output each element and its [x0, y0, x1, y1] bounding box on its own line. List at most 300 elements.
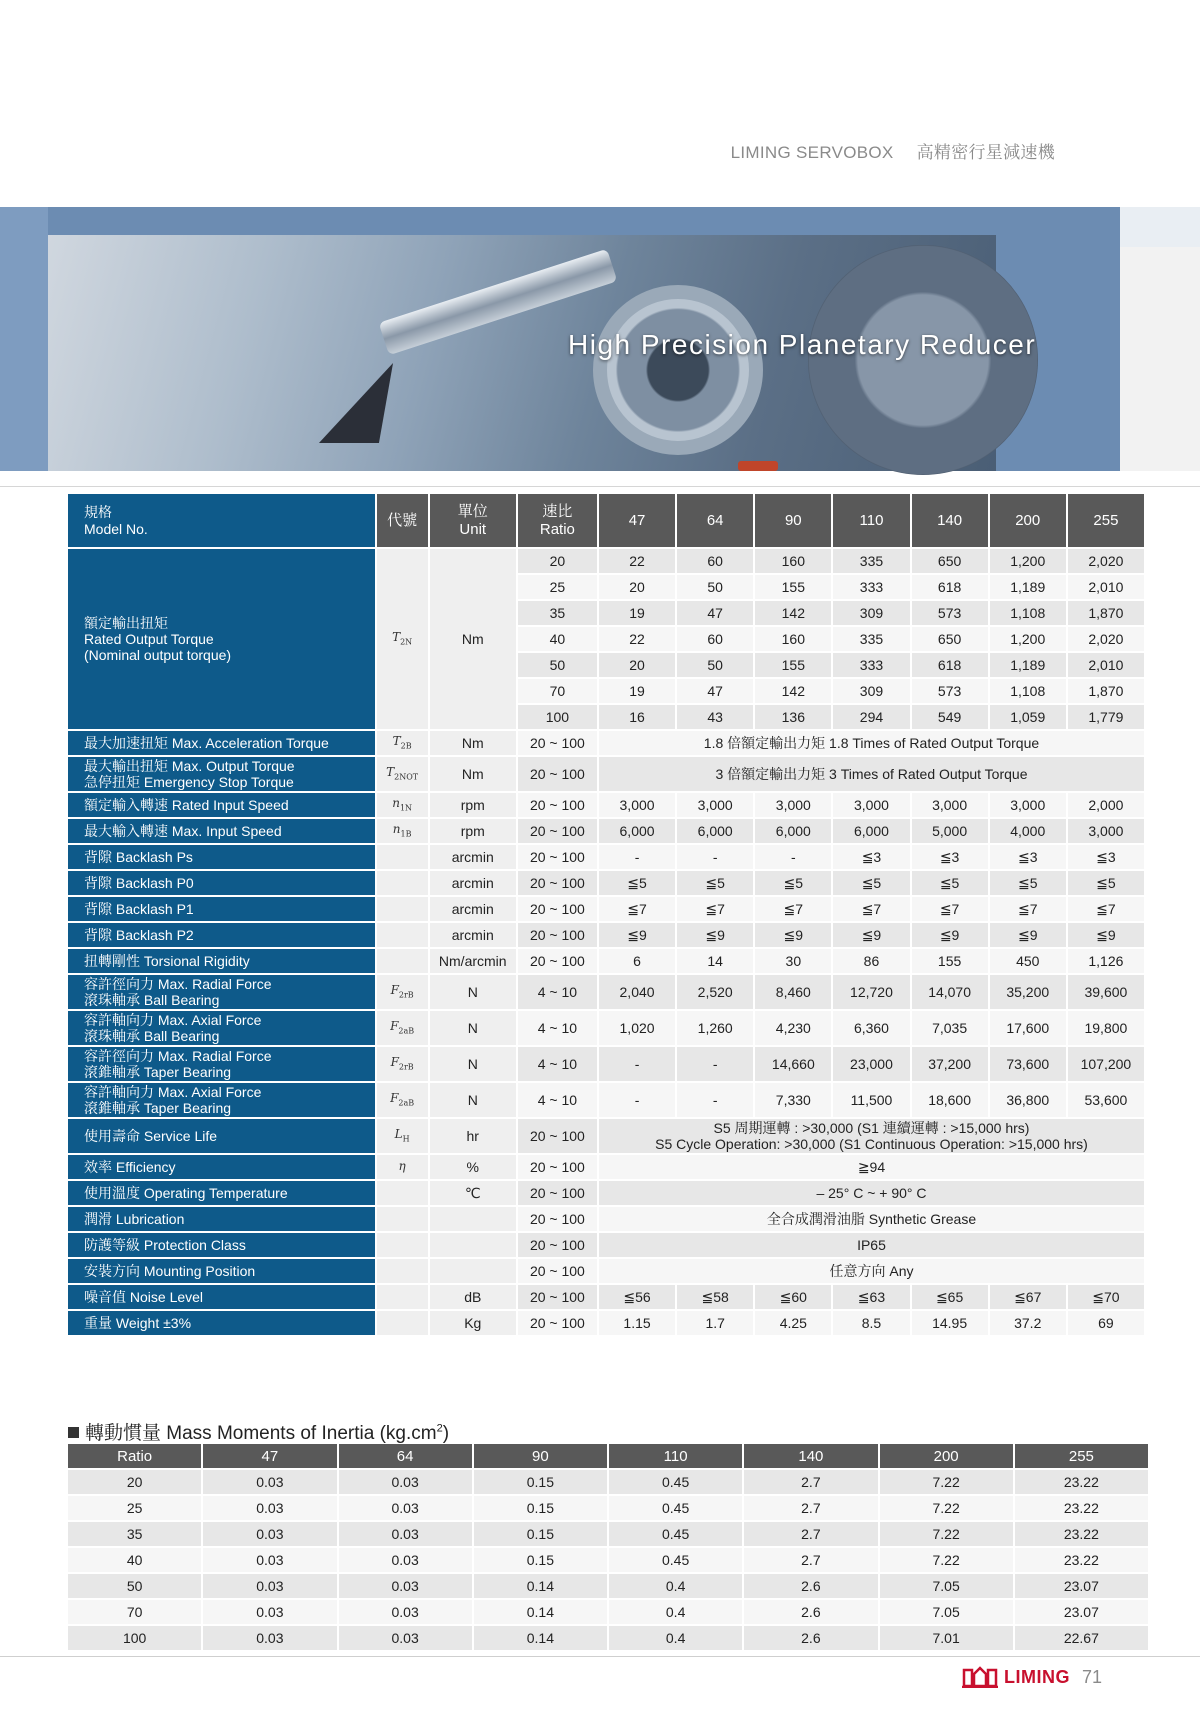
value-cell: 22: [599, 549, 675, 573]
row-label-text: 容許軸向力 Max. Axial Force: [84, 1011, 262, 1028]
inertia-cell: 0.03: [203, 1600, 336, 1624]
symbol-cell: [377, 1207, 428, 1231]
row-label: [68, 819, 375, 843]
row-label-text: 容許徑向力 Max. Radial Force: [84, 975, 272, 992]
value-cell: 450: [990, 949, 1066, 973]
table-row: [68, 731, 1144, 755]
value-cell: 50: [677, 653, 753, 677]
spanned-value-cell: [599, 1119, 1144, 1153]
value-cell: ≦5: [599, 871, 675, 895]
value-cell: 4.25: [755, 1311, 831, 1335]
value-cell: ≦9: [833, 923, 909, 947]
symbol-sub: H: [402, 1134, 410, 1144]
header-size: 140: [912, 494, 988, 547]
value-cell: ≦3: [990, 845, 1066, 869]
symbol-sub: 2rB: [398, 990, 414, 1000]
spanned-value-text: 1.8 倍額定輸出力矩 1.8 Times of Rated Output Torque: [703, 734, 1040, 751]
table-row: [68, 1626, 1148, 1650]
unit-cell: hr: [430, 1119, 516, 1153]
row-label: [68, 871, 375, 895]
value-cell: ≦5: [833, 871, 909, 895]
inertia-cell: 0.14: [474, 1626, 607, 1650]
value-cell: ≦5: [677, 871, 753, 895]
header-size: 200: [990, 494, 1066, 547]
symbol-text: n: [392, 822, 401, 837]
value-cell: ≦5: [912, 871, 988, 895]
symbol-sub: 2rB: [398, 1062, 414, 1072]
ratio-cell: 20 ~ 100: [518, 871, 597, 895]
symbol-cell: [377, 1285, 428, 1309]
row-label: [68, 1207, 375, 1231]
value-cell: 573: [912, 679, 988, 703]
row-label: [68, 1233, 375, 1257]
inertia-cell: 7.01: [880, 1626, 1013, 1650]
inertia-cell: 23.22: [1015, 1496, 1148, 1520]
unit-cell: rpm: [430, 793, 516, 817]
ratio-cell: 4 ~ 10: [518, 1083, 597, 1117]
value-cell: 1,870: [1068, 601, 1144, 625]
value-cell: 142: [755, 601, 831, 625]
spanned-value-text: ≧94: [857, 1158, 886, 1175]
value-cell: ≦5: [1068, 871, 1144, 895]
header-model-en: Model No.: [84, 520, 148, 537]
row-label: [68, 1259, 375, 1283]
value-cell: 30: [755, 949, 831, 973]
row-label: [68, 757, 375, 791]
symbol-cell: [377, 845, 428, 869]
header-size: 90: [755, 494, 831, 547]
symbol-cell: [377, 793, 428, 817]
inertia-title-end: ): [442, 1423, 450, 1444]
symbol-cell: [377, 1047, 428, 1081]
unit-cell: dB: [430, 1285, 516, 1309]
ratio-cell: 35: [518, 601, 597, 625]
banner-left-strip: [0, 207, 48, 471]
inertia-cell: 0.03: [339, 1574, 472, 1598]
inertia-title-text: 轉動慣量 Mass Moments of Inertia (kg.cm: [85, 1423, 437, 1444]
table-row: [68, 1496, 1148, 1520]
value-cell: 136: [755, 705, 831, 729]
inertia-cell: 0.03: [203, 1496, 336, 1520]
page-number: 71: [1082, 1666, 1103, 1687]
symbol-cell: [377, 871, 428, 895]
row-label-text: 背隙 Backlash P1: [84, 900, 194, 917]
row-label: [68, 731, 375, 755]
value-cell: 19: [599, 679, 675, 703]
unit-cell: arcmin: [430, 845, 516, 869]
inertia-cell: 0.15: [474, 1496, 607, 1520]
unit-cell: %: [430, 1155, 516, 1179]
value-cell: 2,020: [1068, 549, 1144, 573]
symbol-text: n: [392, 796, 400, 811]
ratio-cell: 20 ~ 100: [518, 757, 597, 791]
value-cell: -: [599, 845, 675, 869]
page-header: [713, 138, 1055, 163]
value-cell: 8.5: [833, 1311, 909, 1335]
value-cell: 549: [912, 705, 988, 729]
value-cell: 650: [912, 549, 988, 573]
symbol-cell: [377, 1311, 428, 1335]
value-cell: 2,010: [1068, 575, 1144, 599]
value-cell: 2,040: [599, 975, 675, 1009]
row-label-text: 潤滑 Lubrication: [84, 1210, 185, 1227]
header-unit-zh: 單位: [457, 503, 488, 521]
label-en: Rated Output Torque: [84, 630, 214, 647]
value-cell: ≦9: [990, 923, 1066, 947]
value-cell: 2,000: [1068, 793, 1144, 817]
liming-logo-icon: [962, 1666, 998, 1688]
inertia-cell: 100: [68, 1626, 201, 1650]
inertia-cell: 7.22: [880, 1496, 1013, 1520]
value-cell: ≦7: [1068, 897, 1144, 921]
inertia-cell: 2.6: [744, 1626, 877, 1650]
inertia-header-cell: 255: [1015, 1444, 1148, 1468]
inertia-cell: 0.45: [609, 1522, 742, 1546]
value-cell: 1,108: [990, 601, 1066, 625]
row-label-text-2: 滾珠軸承 Ball Bearing: [84, 1028, 220, 1044]
table-row: [68, 923, 1144, 947]
table-row: [68, 1011, 1144, 1045]
value-cell: 14,070: [912, 975, 988, 1009]
value-cell: ≦9: [677, 923, 753, 947]
inertia-cell: 0.15: [474, 1522, 607, 1546]
value-cell: 14.95: [912, 1311, 988, 1335]
header-size: 47: [599, 494, 675, 547]
unit-cell: Kg: [430, 1311, 516, 1335]
value-cell: 160: [755, 549, 831, 573]
value-cell: -: [599, 1083, 675, 1117]
ratio-cell: 4 ~ 10: [518, 1047, 597, 1081]
ratio-cell: 20 ~ 100: [518, 731, 597, 755]
symbol-text: η: [398, 1159, 406, 1174]
ratio-cell: 70: [518, 679, 597, 703]
value-cell: 37.2: [990, 1311, 1066, 1335]
table-row: [68, 819, 1144, 843]
header-ratio: [518, 494, 597, 547]
value-cell: 86: [833, 949, 909, 973]
row-label-text: 防護等級 Protection Class: [84, 1236, 246, 1253]
table-row: [68, 1311, 1144, 1335]
inertia-header-cell: 200: [880, 1444, 1013, 1468]
spanned-value-cell: [599, 1259, 1144, 1283]
value-cell: 2,010: [1068, 653, 1144, 677]
inertia-cell: 23.22: [1015, 1522, 1148, 1546]
ratio-cell: 40: [518, 627, 597, 651]
inertia-cell: 2.6: [744, 1600, 877, 1624]
unit-cell: [430, 1233, 516, 1257]
value-cell: 39,600: [1068, 975, 1144, 1009]
value-cell: -: [755, 845, 831, 869]
inertia-cell: 50: [68, 1574, 201, 1598]
symbol-cell: [377, 949, 428, 973]
value-cell: 3,000: [1068, 819, 1144, 843]
ratio-cell: 20: [518, 549, 597, 573]
value-cell: 12,720: [833, 975, 909, 1009]
header-model-zh: 規格: [84, 504, 112, 521]
rated-torque-label: [68, 549, 375, 729]
value-cell: 1.7: [677, 1311, 753, 1335]
inertia-cell: 0.03: [203, 1470, 336, 1494]
value-cell: 107,200: [1068, 1047, 1144, 1081]
inertia-cell: 0.14: [474, 1600, 607, 1624]
value-cell: ≦67: [990, 1285, 1066, 1309]
symbol-cell: [377, 1181, 428, 1205]
row-label-text: 背隙 Backlash P2: [84, 926, 194, 943]
ratio-cell: 25: [518, 575, 597, 599]
value-cell: 1,059: [990, 705, 1066, 729]
row-label: [68, 845, 375, 869]
value-cell: 17,600: [990, 1011, 1066, 1045]
table-row: [68, 793, 1144, 817]
value-cell: 47: [677, 679, 753, 703]
value-cell: ≦9: [755, 923, 831, 947]
header-unit-en: Unit: [459, 520, 487, 538]
row-label-text: 使用壽命 Service Life: [84, 1127, 218, 1144]
value-cell: ≦7: [677, 897, 753, 921]
inertia-cell: 22.67: [1015, 1626, 1148, 1650]
row-label-text: 效率 Efficiency: [84, 1158, 176, 1175]
inertia-cell: 23.22: [1015, 1548, 1148, 1572]
value-cell: 6,000: [677, 819, 753, 843]
symbol-sub: 2NOT: [394, 772, 419, 782]
value-cell: 47: [677, 601, 753, 625]
row-label-text: 使用溫度 Operating Temperature: [84, 1184, 288, 1201]
value-cell: 142: [755, 679, 831, 703]
header-size: 110: [833, 494, 909, 547]
row-label: [68, 1011, 375, 1045]
inertia-cell: 25: [68, 1496, 201, 1520]
value-cell: 53,600: [1068, 1083, 1144, 1117]
value-cell: 3,000: [912, 793, 988, 817]
value-cell: 3,000: [833, 793, 909, 817]
value-cell: 650: [912, 627, 988, 651]
inertia-cell: 0.45: [609, 1548, 742, 1572]
photo-red-part: [738, 461, 778, 471]
ratio-cell: 20 ~ 100: [518, 1285, 597, 1309]
value-cell: 309: [833, 601, 909, 625]
value-cell: 8,460: [755, 975, 831, 1009]
unit-cell: ℃: [430, 1181, 516, 1205]
ratio-cell: 100: [518, 705, 597, 729]
spanned-value-text: IP65: [857, 1236, 886, 1253]
symbol-text: F: [390, 983, 399, 998]
bullet-square-icon: [68, 1427, 79, 1438]
row-label-text: 重量 Weight ±3%: [84, 1314, 192, 1331]
inertia-cell: 0.14: [474, 1574, 607, 1598]
symbol-cell: [377, 897, 428, 921]
label-zh: 額定輸出扭矩: [84, 614, 168, 631]
value-cell: ≦3: [833, 845, 909, 869]
value-cell: 155: [912, 949, 988, 973]
value-cell: 3,000: [599, 793, 675, 817]
value-cell: 36,800: [990, 1083, 1066, 1117]
symbol-cell: [377, 1119, 428, 1153]
symbol-cell: [377, 923, 428, 947]
header-ratio-en: Ratio: [539, 520, 575, 538]
unit-cell: arcmin: [430, 871, 516, 895]
spanned-value-text: 任意方向 Any: [829, 1262, 914, 1279]
ratio-cell: 20 ~ 100: [518, 1207, 597, 1231]
symbol-cell: [377, 549, 428, 729]
value-cell: 73,600: [990, 1047, 1066, 1081]
unit-cell: Nm: [430, 549, 516, 729]
footer-line: [0, 1656, 1200, 1657]
row-label-text: 噪音值 Noise Level: [84, 1288, 204, 1305]
table-row: [68, 1155, 1144, 1179]
value-cell: 14,660: [755, 1047, 831, 1081]
inertia-header-cell: 140: [744, 1444, 877, 1468]
unit-cell: Nm/arcmin: [430, 949, 516, 973]
value-cell: 60: [677, 627, 753, 651]
row-label: [68, 1047, 375, 1081]
value-cell: 37,200: [912, 1047, 988, 1081]
symbol-sub: 2B: [400, 741, 412, 751]
inertia-cell: 0.4: [609, 1574, 742, 1598]
value-cell: 5,000: [912, 819, 988, 843]
table-row: [68, 1259, 1144, 1283]
value-cell: 1,108: [990, 679, 1066, 703]
unit-cell: rpm: [430, 819, 516, 843]
value-cell: ≦7: [912, 897, 988, 921]
value-cell: 573: [912, 601, 988, 625]
unit-cell: [430, 1259, 516, 1283]
value-cell: 1,260: [677, 1011, 753, 1045]
banner-title: High Precision Planetary Reducer: [568, 329, 1037, 360]
table-row: [68, 757, 1144, 791]
table-row: [68, 1047, 1144, 1081]
value-cell: -: [677, 1047, 753, 1081]
header-size: 64: [677, 494, 753, 547]
ratio-cell: 20 ~ 100: [518, 1311, 597, 1335]
inertia-cell: 0.03: [339, 1470, 472, 1494]
row-label: [68, 949, 375, 973]
value-cell: ≦9: [599, 923, 675, 947]
inertia-cell: 7.22: [880, 1522, 1013, 1546]
row-label: [68, 975, 375, 1009]
row-label-text: 額定輸入轉速 Rated Input Speed: [84, 796, 289, 813]
value-cell: 20: [599, 575, 675, 599]
value-cell: 6,000: [833, 819, 909, 843]
symbol-cell: [377, 975, 428, 1009]
value-cell: 309: [833, 679, 909, 703]
inertia-table: [66, 1442, 1150, 1652]
symbol-text: F: [390, 1019, 399, 1034]
inertia-header-cell: 64: [339, 1444, 472, 1468]
table-row: [68, 1470, 1148, 1494]
value-cell: 4,230: [755, 1011, 831, 1045]
inertia-cell: 0.4: [609, 1600, 742, 1624]
spanned-value-text-2: S5 Cycle Operation: >30,000 (S1 Continuous Operation: >15,000 hrs): [655, 1136, 1088, 1152]
table-row: [68, 871, 1144, 895]
inertia-cell: 2.6: [744, 1574, 877, 1598]
symbol-text: L: [394, 1127, 403, 1142]
value-cell: 335: [833, 549, 909, 573]
row-label-text: 容許徑向力 Max. Radial Force: [84, 1047, 272, 1064]
brand-text: LIMING SERVOBOX: [730, 143, 894, 162]
row-label-text-2: 急停扭矩 Emergency Stop Torque: [84, 774, 294, 790]
value-cell: 618: [912, 575, 988, 599]
inertia-cell: 35: [68, 1522, 201, 1546]
value-cell: -: [677, 845, 753, 869]
table-row: [68, 949, 1144, 973]
row-label-text: 背隙 Backlash P0: [84, 874, 194, 891]
inertia-cell: 0.03: [203, 1574, 336, 1598]
symbol-cell: [377, 1011, 428, 1045]
inertia-cell: 0.15: [474, 1470, 607, 1494]
symbol-sub: 2aB: [398, 1026, 415, 1036]
header-ratio-zh: 速比: [542, 503, 573, 521]
value-cell: 7,035: [912, 1011, 988, 1045]
value-cell: 16: [599, 705, 675, 729]
value-cell: -: [677, 1083, 753, 1117]
spanned-value-text: S5 周期運轉 : >30,000 (S1 連續運轉 : >15,000 hrs): [713, 1119, 1030, 1136]
value-cell: ≦5: [755, 871, 831, 895]
inertia-cell: 2.7: [744, 1470, 877, 1494]
ratio-cell: 20 ~ 100: [518, 1119, 597, 1153]
ratio-cell: 20 ~ 100: [518, 845, 597, 869]
symbol-sub: 1N: [399, 803, 413, 813]
row-label: [68, 1311, 375, 1335]
value-cell: ≦7: [990, 897, 1066, 921]
symbol-text: F: [390, 1055, 399, 1070]
symbol-sub: 1B: [400, 829, 412, 839]
symbol-cell: [377, 1155, 428, 1179]
divider: [0, 486, 1200, 487]
spanned-value-cell: [599, 1207, 1144, 1231]
inertia-cell: 0.03: [203, 1626, 336, 1650]
value-cell: 1,189: [990, 653, 1066, 677]
inertia-cell: 0.15: [474, 1548, 607, 1572]
symbol-sub: 2N: [400, 637, 413, 647]
row-label: [68, 1119, 375, 1153]
inertia-cell: 0.45: [609, 1496, 742, 1520]
inertia-cell: 0.4: [609, 1626, 742, 1650]
spanned-value-cell: [599, 757, 1144, 791]
value-cell: 1,779: [1068, 705, 1144, 729]
symbol-cell: [377, 819, 428, 843]
spanned-value-text: 全合成潤滑油脂 Synthetic Grease: [766, 1210, 977, 1227]
value-cell: ≦5: [990, 871, 1066, 895]
unit-cell: N: [430, 1011, 516, 1045]
value-cell: 160: [755, 627, 831, 651]
table-row: [68, 1548, 1148, 1572]
value-cell: 6,000: [599, 819, 675, 843]
value-cell: 6,000: [755, 819, 831, 843]
symbol-cell: [377, 731, 428, 755]
value-cell: ≦70: [1068, 1285, 1144, 1309]
value-cell: ≦9: [1068, 923, 1144, 947]
value-cell: 35,200: [990, 975, 1066, 1009]
table-row: [68, 1600, 1148, 1624]
value-cell: 69: [1068, 1311, 1144, 1335]
photo-gear: [593, 285, 763, 455]
value-cell: 60: [677, 549, 753, 573]
value-cell: 3,000: [755, 793, 831, 817]
row-label-text-2: 滾錐軸承 Taper Bearing: [84, 1100, 232, 1116]
ratio-cell: 4 ~ 10: [518, 1011, 597, 1045]
value-cell: 1,189: [990, 575, 1066, 599]
inertia-cell: 7.22: [880, 1548, 1013, 1572]
unit-cell: N: [430, 1083, 516, 1117]
spec-table: [66, 492, 1146, 1337]
value-cell: 19: [599, 601, 675, 625]
table-row: [68, 1574, 1148, 1598]
spanned-value-cell: [599, 1181, 1144, 1205]
inertia-cell: 23.22: [1015, 1470, 1148, 1494]
ratio-cell: 20 ~ 100: [518, 1181, 597, 1205]
spanned-value-text: – 25° C ~ + 90° C: [816, 1184, 927, 1201]
unit-cell: N: [430, 975, 516, 1009]
